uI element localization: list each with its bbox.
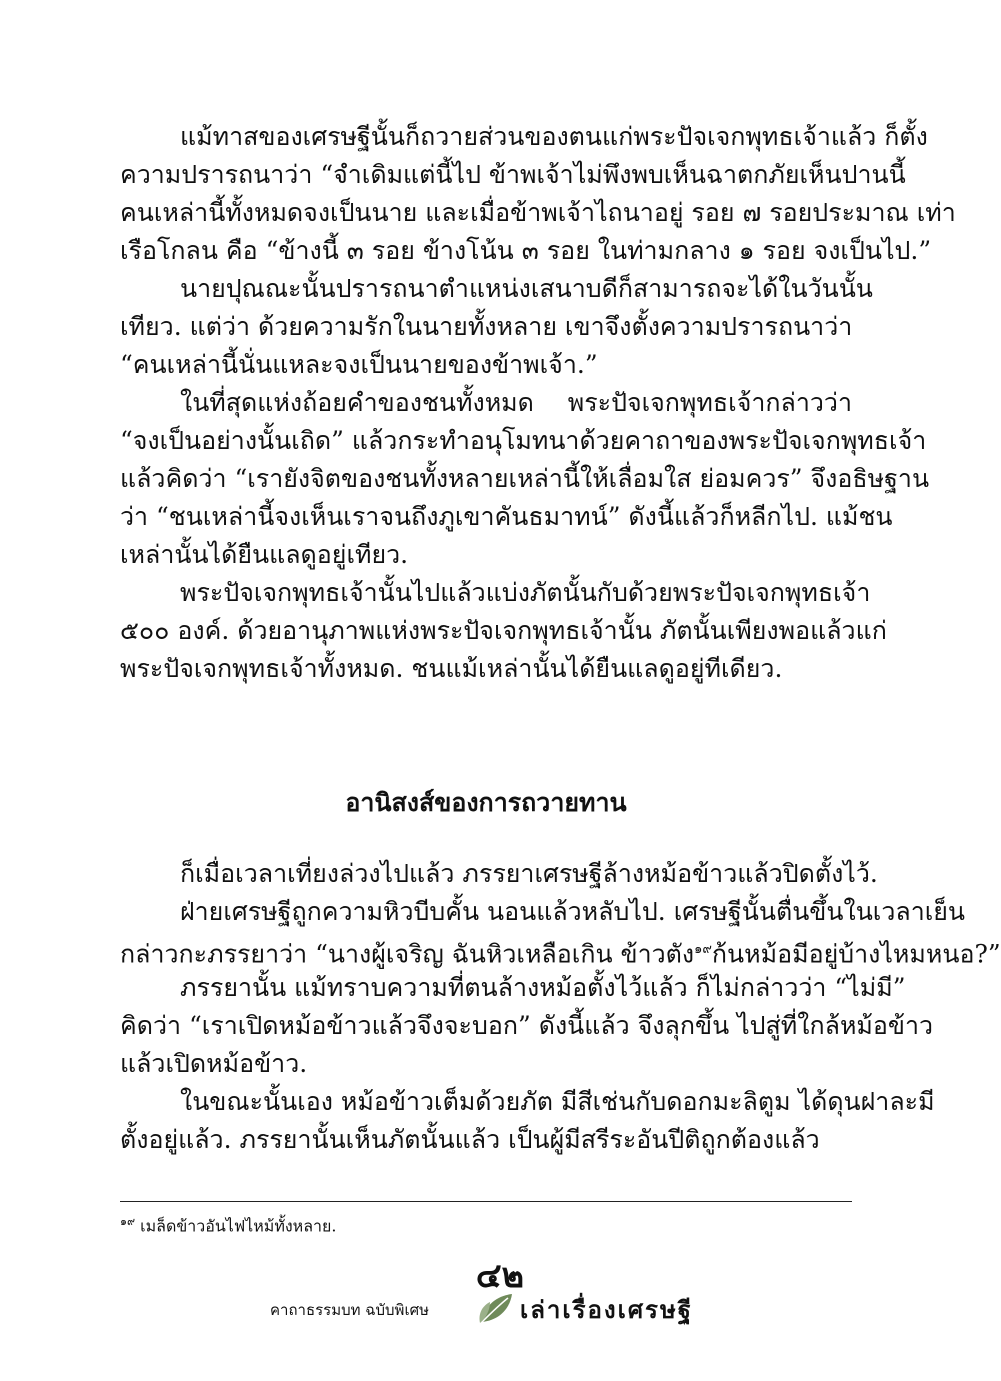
paragraph-line: ตั้งอยู่แล้ว. ภรรยานั้นเห็นภัตนั้นแล้ว เป็นผู้มีสรีระอันปีติถูกต้องแล้ว [120, 1125, 820, 1154]
footnote-reference: ๑๙ [694, 942, 712, 957]
footnote-marker: ๑๙ [120, 1215, 136, 1228]
paragraph-text: กล่าวกะภรรยาว่า “นางผู้เจริญ ฉันหิวเหลือเกิน ข้าวตัง [120, 939, 695, 969]
body-section-2 [120, 855, 1001, 1159]
paragraph-line: คนเหล่านี้ทั้งหมดจงเป็นนาย และเมื่อข้าพเจ้าไถนาอยู่ รอย ๗ รอยประมาณ เท่า [120, 198, 956, 227]
paragraph-line: เรือโกลน คือ “ข้างนี้ ๓ รอย ข้างโน้น ๓ รอย ในท่ามกลาง ๑ รอย จงเป็นไป.” [120, 236, 932, 265]
paragraph-line: แล้วคิดว่า “เรายังจิตของชนทั้งหลายเหล่านี้ให้เลื่อมใส ย่อมควร” จึงอธิษฐาน [120, 464, 930, 493]
paragraph-line-with-footnote [120, 931, 1001, 969]
footnote-divider [120, 1201, 852, 1202]
paragraph-line: คิดว่า “เราเปิดหม้อข้าวแล้วจึงจะบอก” ดังนี้แล้ว จึงลุกขึ้น ไปสู่ที่ใกล้หม้อข้าว [120, 1011, 934, 1040]
chapter-title: เล่าเรื่องเศรษฐี [520, 1295, 694, 1324]
page-number: ๔๒ [475, 1256, 525, 1296]
body-section-1 [120, 118, 956, 688]
footnote-text: เมล็ดข้าวอันไฟไหม้ทั้งหลาย. [140, 1216, 337, 1236]
paragraph-line: ในขณะนั้นเอง หม้อข้าวเต็มด้วยภัต มีสีเช่นกับดอกมะลิตูม ได้ดุนฝาละมี [180, 1087, 935, 1116]
section-heading: อานิสงส์ของการถวายทาน [345, 788, 627, 817]
paragraph-line: เทียว. แต่ว่า ด้วยความรักในนายทั้งหลาย เขาจึงตั้งความปรารถนาว่า [120, 312, 853, 341]
book-title: คาถาธรรมบท ฉบับพิเศษ [270, 1301, 429, 1319]
paragraph-line: ในที่สุดแห่งถ้อยคำของชนทั้งหมด พระปัจเจกพุทธเจ้ากล่าวว่า [180, 388, 852, 417]
footnote [120, 1212, 336, 1239]
paragraph-line: ก็เมื่อเวลาเที่ยงล่วงไปแล้ว ภรรยาเศรษฐีล้างหม้อข้าวแล้วปิดตั้งไว้. [180, 859, 878, 888]
paragraph-line: แล้วเปิดหม้อข้าว. [120, 1049, 308, 1078]
paragraph-line: ภรรยานั้น แม้ทราบความที่ตนล้างหม้อตั้งไว้แล้ว ก็ไม่กล่าวว่า “ไม่มี” [180, 973, 906, 1002]
paragraph-line: ว่า “ชนเหล่านี้จงเห็นเราจนถึงภูเขาคันธมาทน์” ดังนี้แล้วก็หลีกไป. แม้ชน [120, 502, 893, 531]
paragraph-line: “คนเหล่านี้นั่นแหละจงเป็นนายของข้าพเจ้า.” [120, 350, 598, 379]
paragraph-line: แม้ทาสของเศรษฐีนั้นก็ถวายส่วนของตนแก่พระปัจเจกพุทธเจ้าแล้ว ก็ตั้ง [180, 122, 928, 151]
paragraph-text: ก้นหม้อมีอยู่บ้างไหมหนอ?” [711, 939, 1001, 969]
page-footer [270, 1288, 730, 1328]
paragraph-line: ความปรารถนาว่า “จำเดิมแต่นี้ไป ข้าพเจ้าไม่พึงพบเห็นฉาตกภัยเห็นปานนี้ [120, 160, 906, 189]
leaf-icon [476, 1290, 516, 1326]
paragraph-line: ๕๐๐ องค์. ด้วยอานุภาพแห่งพระปัจเจกพุทธเจ้านั้น ภัตนั้นเพียงพอแล้วแก่ [120, 616, 887, 645]
paragraph-line: เหล่านั้นได้ยืนแลดูอยู่เทียว. [120, 540, 409, 569]
paragraph-line: ฝ่ายเศรษฐีถูกความหิวบีบคั้น นอนแล้วหลับไป. เศรษฐีนั้นตื่นขึ้นในเวลาเย็น [180, 897, 966, 926]
paragraph-line: นายปุณณะนั้นปรารถนาตำแหน่งเสนาบดีก็สามารถจะได้ในวันนั้น [180, 274, 873, 303]
paragraph-line: พระปัจเจกพุทธเจ้าทั้งหมด. ชนแม้เหล่านั้นได้ยืนแลดูอยู่ทีเดียว. [120, 654, 783, 683]
paragraph-line: พระปัจเจกพุทธเจ้านั้นไปแล้วแบ่งภัตนั้นกับด้วยพระปัจเจกพุทธเจ้า [180, 578, 871, 607]
paragraph-line: “จงเป็นอย่างนั้นเถิด” แล้วกระทำอนุโมทนาด้วยคาถาของพระปัจเจกพุทธเจ้า [120, 426, 927, 455]
